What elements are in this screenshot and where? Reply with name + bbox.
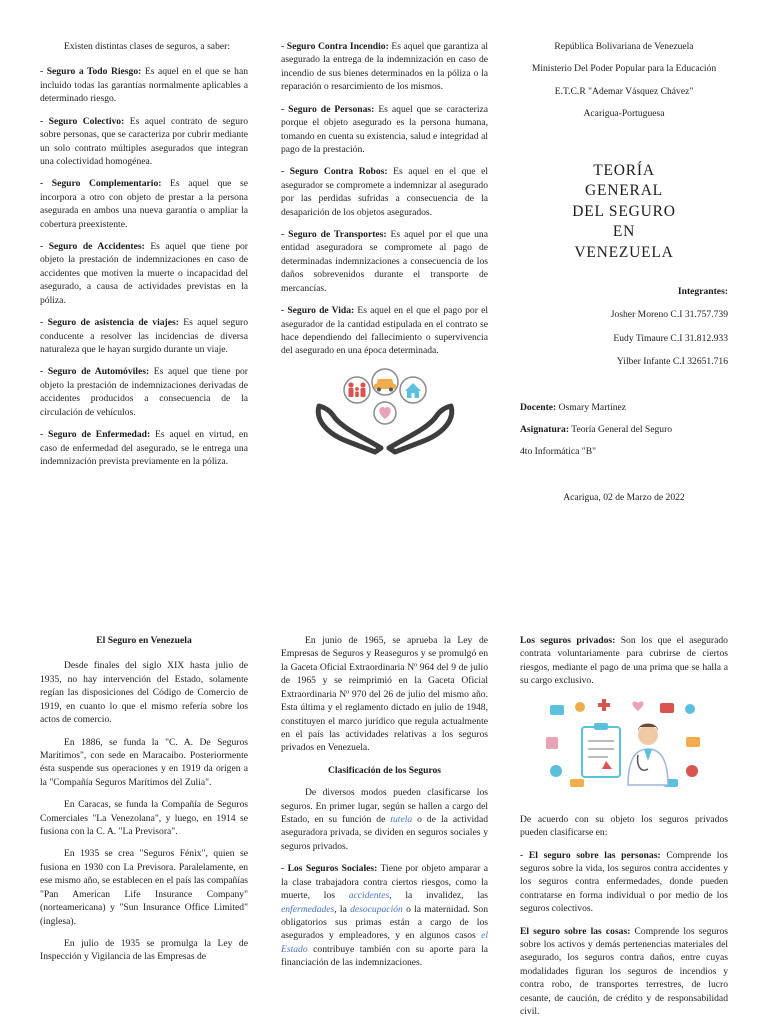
fecha-line: Acarigua, 02 de Marzo de 2022 (563, 491, 685, 503)
section-heading-seguro-venezuela: El Seguro en Venezuela (96, 635, 192, 646)
asignatura-line: Asignatura: Teoría General del Seguro (520, 424, 673, 436)
document-title: TEORÍA GENERAL DEL SEGURO EN VENEZUELA (572, 161, 676, 261)
seguros-privados-paragraph: Los seguros privados: Son los que el asegurado contrata voluntariamente para cubrirse de ciertos riesgos, mediante el pago de una prima que se halla a su cargo exclusivo. (520, 635, 728, 687)
privados-intro-paragraph: De acuerdo con su objeto los seguros privados pueden clasificarse en: (520, 813, 728, 839)
header-ministerio: Ministerio Del Poder Popular para la Educación (531, 63, 717, 75)
left-hand-icon (318, 406, 381, 452)
item-todo-riesgo: - Seguro a Todo Riesgo: Es aquel en el que se han incluido todas las garantías normalmente aplicables a determinado riesgo. (40, 66, 248, 105)
panel-clasificacion (281, 634, 488, 979)
cover-panel (520, 40, 728, 504)
section-heading-clasificacion: Clasificación de los Seguros (327, 764, 442, 776)
family-icon (348, 382, 365, 397)
clipboard-icon (582, 723, 620, 777)
insurance-hands-illustration (305, 368, 465, 456)
heart-icon (379, 407, 390, 419)
car-icon (374, 379, 396, 392)
intro-text: Existen distintas clases de seguros, a saber: (64, 41, 230, 52)
header-escuela: E.T.C.R "Ademar Vásquez Chávez" (554, 85, 694, 97)
historia-p4: En 1935 se crea "Seguros Fénix", quien se fusiona en 1930 con La Previsora. Paralelamente, en ese mismo año, se establecen en el país las compañías "Pan American Life Insurance Company" (norteamericana) y "Sun Insurance Office Limited" (inglesa). (40, 848, 248, 927)
panel-seguro-types-1 (40, 40, 248, 477)
right-hand-icon (389, 406, 452, 452)
medical-insurance-illustration (540, 697, 708, 793)
historia-p1: Desde finales del siglo XIX hasta julio de 1935, no hay intervención del Estado, solamente regían las disposiciones del Código de Comercio de 1919, en cuanto lo que el mismo refería sobre los actos de comercio. (40, 660, 248, 726)
header-republica: República Bolivariana de Venezuela (554, 41, 694, 52)
medical-icons-cluster (546, 699, 700, 787)
integrantes-label: Integrantes: (677, 285, 728, 297)
grado-line: 4to Informática "B" (520, 446, 597, 458)
item-incendio: - Seguro Contra Incendio: Es aquel que garantiza al asegurado la entrega de la indemnización en caso de incendio de sus bienes determinados en la póliza o la reparación o resarcimiento de los mismos. (281, 41, 488, 93)
historia-p3: En Caracas, se funda la Compañía de Seguros Comerciales "La Venezolana", y luego, en 1914 se fusiona con la C. A. "La Previsora". (40, 799, 248, 838)
item-asistencia-viajes: - Seguro de asistencia de viajes: Es aquel seguro conducente a resolver las incidencias de diversa naturaleza que le hayan surgido durante un viaje. (40, 317, 248, 356)
historia-p5: En julio de 1935 se promulga la Ley de Inspección y Vigilancia de las Empresas de (40, 938, 248, 963)
item-complementario: - Seguro Complementario: Es aquel que se incorpora a otro con objeto de prestar a la persona asegurada en ambos una nueva garantía o ampliar la cobertura preexistente. (40, 178, 248, 230)
item-transportes: - Seguro de Transportes: Es aquel por el que una entidad aseguradora se compromete al pago de determinadas indemnizaciones a consecuencia de los daños sobrevenidos durante el transporte de mercancías. (281, 229, 488, 294)
ley-1965-paragraph: En junio de 1965, se aprueba la Ley de Empresas de Seguros y Reaseguros y se promulgó en la Gaceta Oficial Extraordinaria Nº 964 del 9 de julio de 1965 y se reimprimió en la Gaceta Oficial Extraordinaria Nº 970 del 26 de julio del mismo año. Esta última y el reglamento dictado en julio de 1948, constituyen el marco jurídico que regula actualmente en el país las actividades relativas a los seguros privados en Venezuela. (281, 635, 488, 754)
panel-seguro-types-2 (281, 40, 488, 470)
header-ciudad: Acarigua-Portuguesa (583, 108, 665, 120)
historia-p2: En 1886, se funda la "C. A. De Seguros Marítimos", con sede en Maracaibo. Posteriormente ésta suspende sus operaciones y en 1919 da origen a la "Compañía Seguros Marítimos del Zulia". (40, 736, 248, 788)
item-colectivo: - Seguro Colectivo: Es aquel contrato de seguro sobre personas, que se caracteriza por cubrir mediante un solo contrato múltiples asegurados que integran una colectividad homogénea. (40, 115, 248, 167)
docente-line: Docente: Osmary Martínez (520, 401, 627, 413)
item-robos: - Seguro Contra Robos: Es aquel en el que el asegurador se compromete a indemnizar al asegurado por las perdidas sufridas a consecuencia de la desaparición de los objetos asegurados. (281, 166, 488, 218)
item-enfermedad: - Seguro de Enfermedad: Es aquel en virtud, en caso de enfermedad del asegurado, se le entrega una indemnización prevista previamente en la póliza. (40, 429, 248, 467)
seguro-cosas-paragraph: El seguro sobre las cosas: Comprende los seguros sobre los activos y demás pertenencias materiales del asegurado, los seguros contra daños, entre cuyas modalidades figuran los seguros de incendios y contra robo, de transportes terrestres, de lucro cesante, de caución, de crédito y de responsabilidad civil. (520, 925, 728, 1018)
integrante-2: Eudy Timaure C.I 31.812.933 (613, 332, 728, 344)
item-vida: - Seguro de Vida: Es aquel en el que el pago por el asegurador de la cantidad estipulada en el contrato se hace dependiendo del fallecimiento o supervivencia del asegurado en una época determinada. (281, 305, 488, 357)
panel-historia (40, 634, 248, 973)
integrante-3: Yilber Infante C.I 32651.716 (616, 356, 728, 368)
integrante-1: Josher Moreno C.I 31.757.739 (610, 309, 728, 321)
seguro-personas-paragraph: - El seguro sobre las personas: Comprende los seguros sobre la vida, los seguros contra accidentes y los seguros contra enfermedades, donde pueden contratarse en forma individual o por medio de los seguros colectivos. (520, 849, 728, 915)
clasificacion-paragraph: De diversos modos pueden clasificarse los seguros. En primer lugar, según se hallen a cargo del Estado, en su función de tutela o de la actividad aseguradora privada, se dividen en seguros sociales y seguros privados. (281, 787, 489, 852)
home-icon (405, 383, 421, 398)
item-accidentes: - Seguro de Accidentes: Es aquel que tiene por objeto la prestación de indemnizaciones en caso de accidentes que motiven la muerte o incapacidad del asegurado, a causa de actividades previstas en la póliza. (40, 241, 248, 306)
panel-seguros-privados (520, 634, 728, 1024)
item-automoviles: - Seguro de Automóviles: Es aquel que tiene por objeto la prestación de indemnizaciones derivadas de accidentes producidos a consecuencia de la circulación de vehículos. (40, 366, 249, 418)
item-personas: - Seguro de Personas: Es aquel que se caracteriza porque el objeto asegurado es la persona humana, tomando en cuenta su existencia, salud e integridad al pago de la prestación. (281, 103, 489, 155)
doctor-icon (628, 723, 668, 785)
seguros-sociales-paragraph: - Los Seguros Sociales: Tiene por objeto amparar a la clase trabajadora contra ciertos riesgos, como la muerte, los accidentes, la invalidez, las enfermedades, la desocupación o la maternidad. Son obligatorios sus primas están a cargo de los asegurados y empleadores, y en algunos casos el Estado contribuye también con su aporte para la financiación de las indemnizaciones. (281, 863, 488, 969)
